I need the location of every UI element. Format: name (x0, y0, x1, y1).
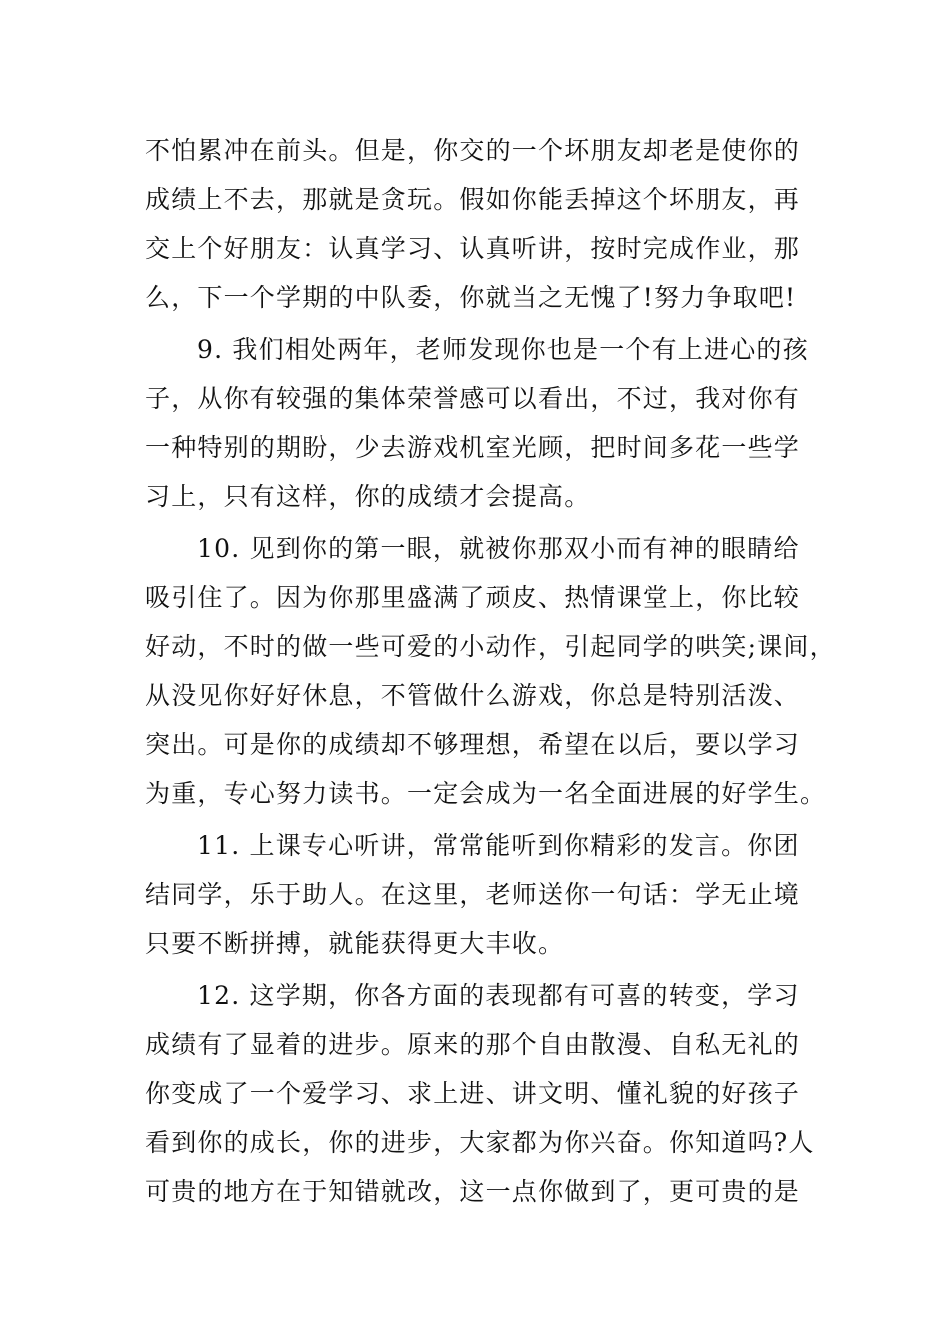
text-line: 从没见你好好休息，不管做什么游戏，你总是特别活泼、 (145, 681, 801, 710)
text-line: 可贵的地方在于知错就改，这一点你做到了，更可贵的是 (145, 1177, 801, 1206)
text-line: 结同学，乐于助人。在这里，老师送你一句话：学无止境 (145, 880, 801, 909)
text-line: 习上，只有这样，你的成绩才会提高。 (145, 482, 591, 511)
text-line: 为重，专心努力读书。一定会成为一名全面进展的好学生。 (145, 779, 827, 808)
text-line: 交上个好朋友：认真学习、认真听讲，按时完成作业，那 (145, 234, 801, 263)
text-line: 突出。可是你的成绩却不够理想，希望在以后，要以学习 (145, 730, 801, 759)
paragraph-12-first-line: 12. 这学期，你各方面的表现都有可喜的转变，学习 (197, 981, 800, 1010)
paragraph-10-first-line: 10. 见到你的第一眼，就被你那双小而有神的眼睛给 (197, 534, 800, 563)
text-line: 成绩上不去，那就是贪玩。假如你能丢掉这个坏朋友，再 (145, 185, 801, 214)
text-line: 看到你的成长，你的进步，大家都为你兴奋。你知道吗?人 (145, 1128, 815, 1157)
text-line: 成绩有了显着的进步。原来的那个自由散漫、自私无礼的 (145, 1030, 801, 1059)
text-line: 子，从你有较强的集体荣誉感可以看出，不过，我对你有 (145, 384, 801, 413)
text-line: 么，下一个学期的中队委，你就当之无愧了!努力争取吧! (145, 283, 797, 312)
text-line: 你变成了一个爱学习、求上进、讲文明、懂礼貌的好孩子 (145, 1079, 801, 1108)
text-line: 好动，不时的做一些可爱的小动作，引起同学的哄笑;课间， (145, 632, 836, 661)
text-line: 只要不断拼搏，就能获得更大丰收。 (145, 929, 565, 958)
paragraph-9-first-line: 9. 我们相处两年，老师发现你也是一个有上进心的孩 (197, 335, 809, 364)
text-line: 吸引住了。因为你那里盛满了顽皮、热情课堂上，你比较 (145, 583, 801, 612)
text-line: 一种特别的期盼，少去游戏机室光顾，把时间多花一些学 (145, 433, 801, 462)
paragraph-11-first-line: 11. 上课专心听讲，常常能听到你精彩的发言。你团 (197, 831, 800, 860)
text-line: 不怕累冲在前头。但是，你交的一个坏朋友却老是使你的 (145, 136, 801, 165)
